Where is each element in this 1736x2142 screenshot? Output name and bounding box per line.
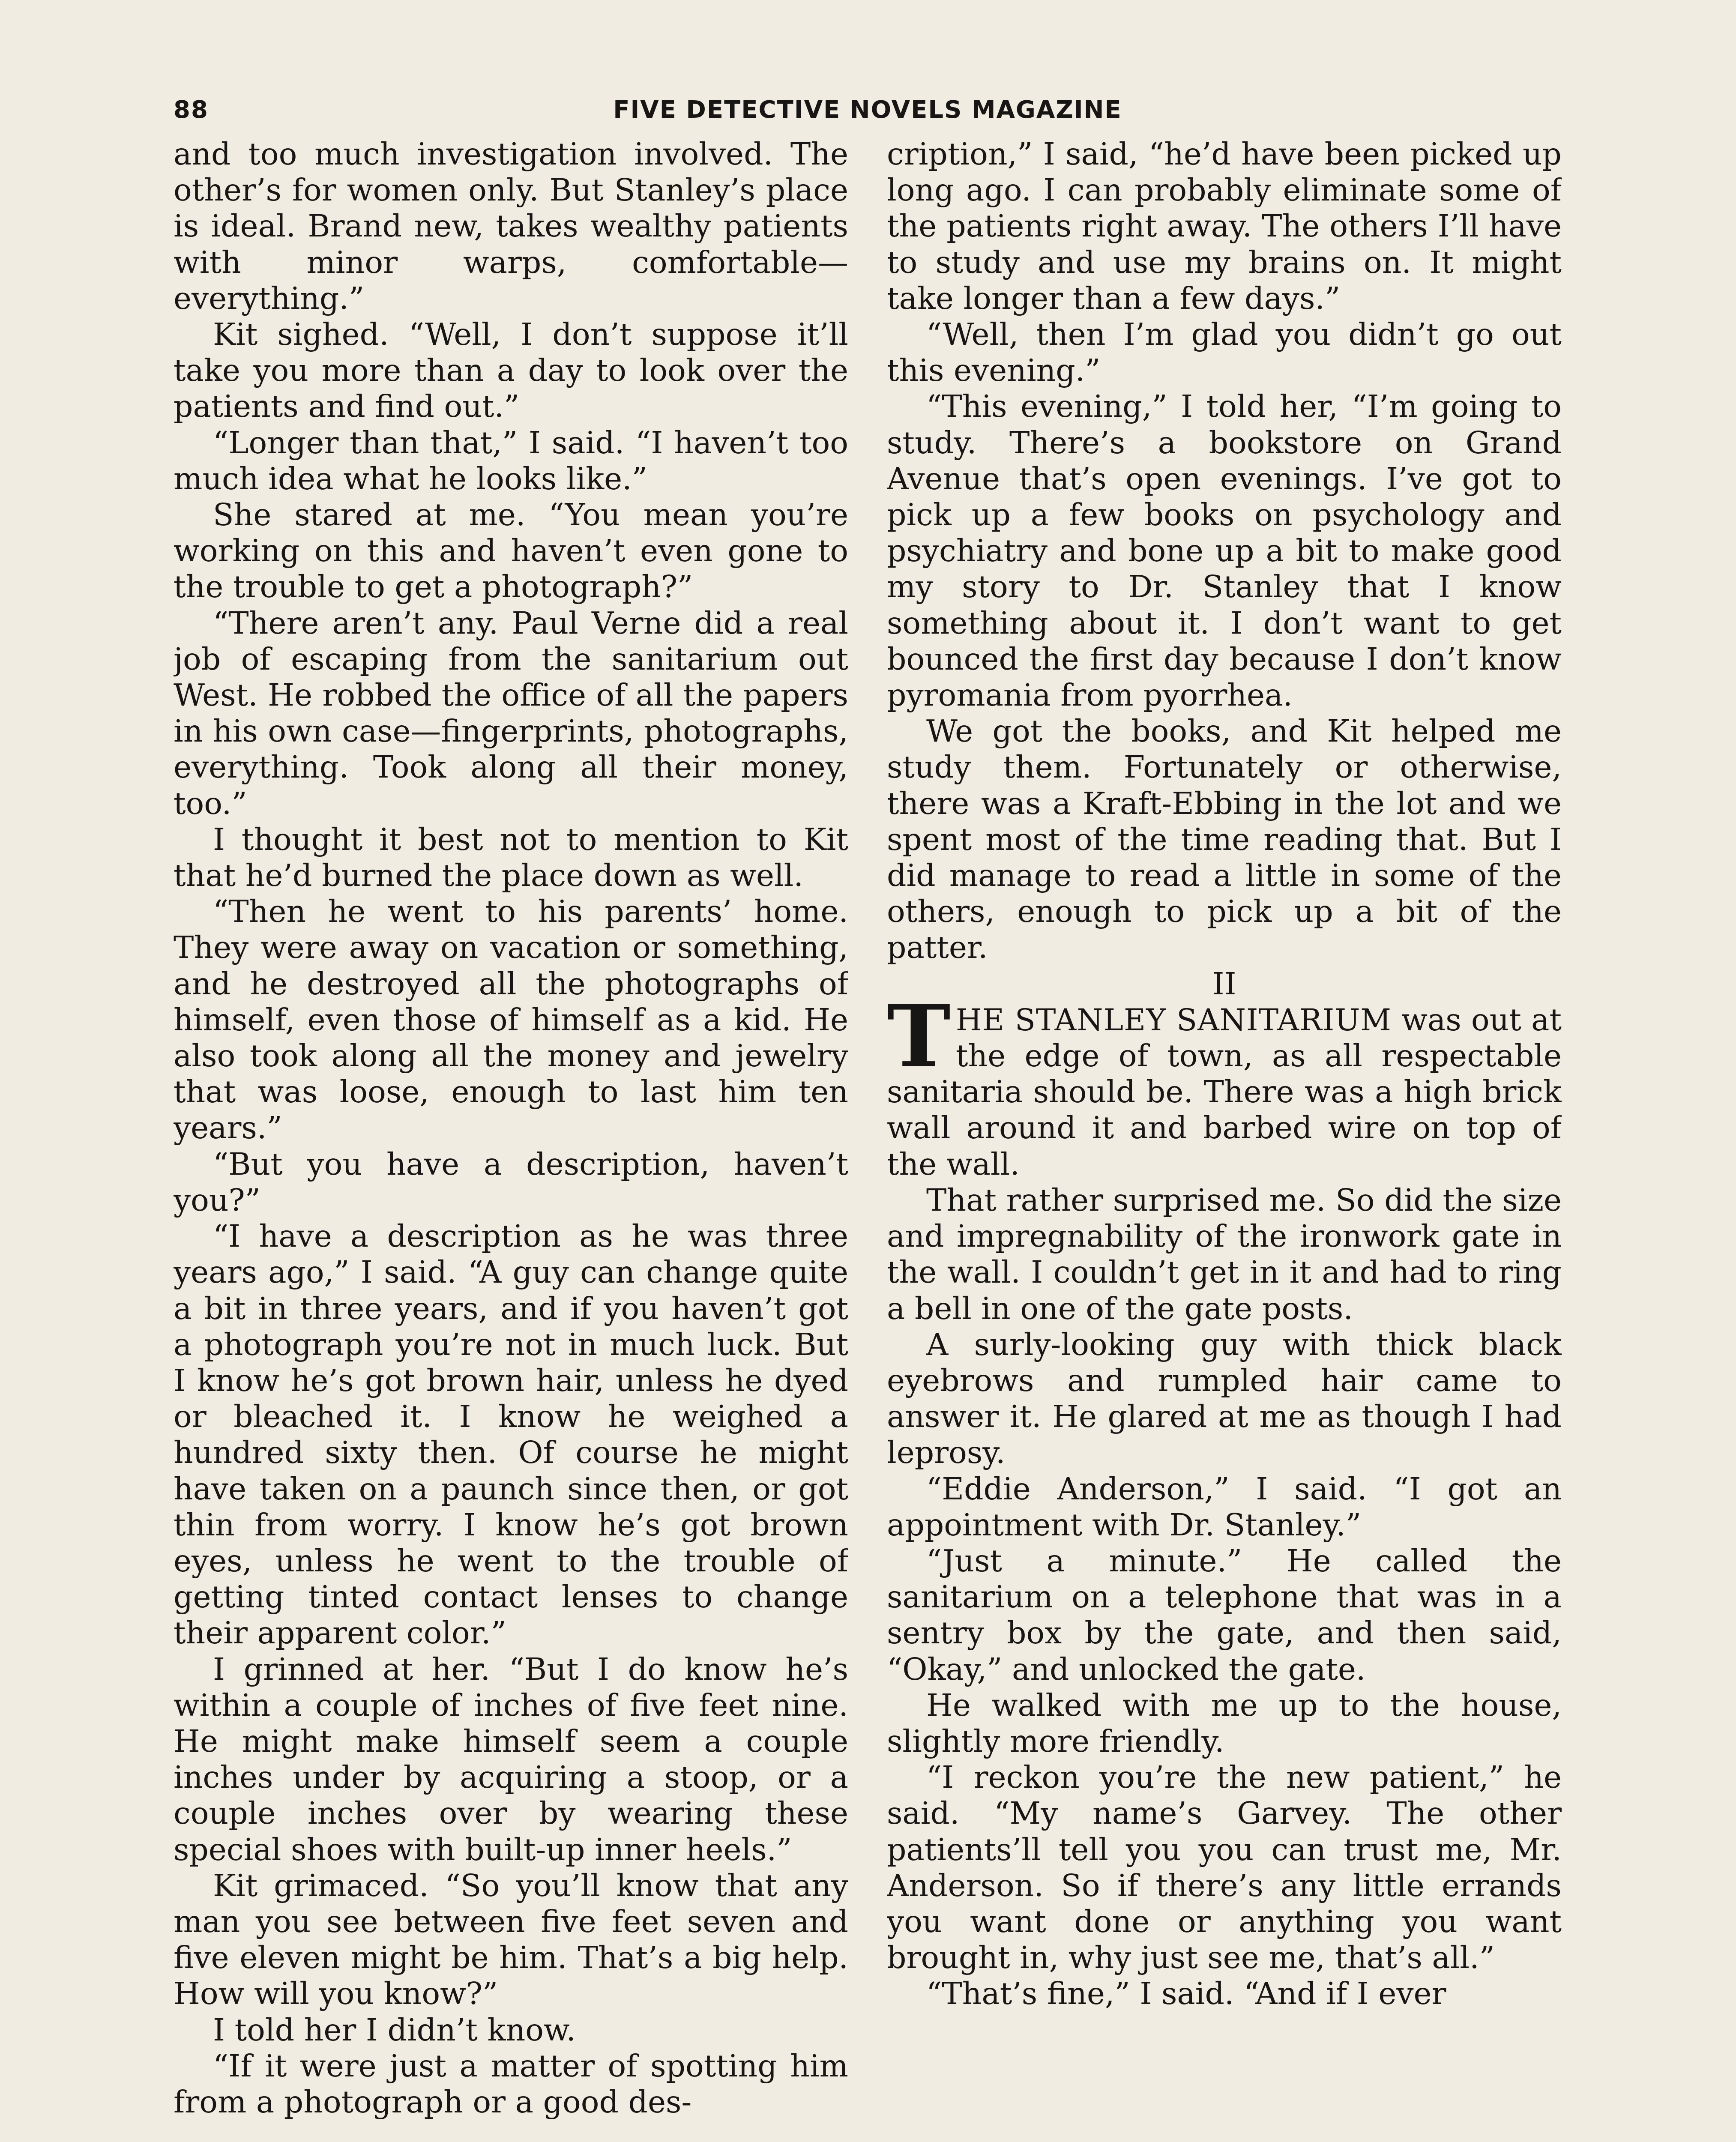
running-title: FIVE DETECTIVE NOVELS MAGAZINE — [613, 96, 1122, 124]
paragraph: “That’s fine,” I said. “And if I ever — [926, 1976, 1446, 2012]
paragraph: He walked with me up to the house, slightly more friendly. — [887, 1687, 1562, 1759]
drop-cap: T — [887, 986, 951, 1087]
paragraph: “If it were just a matter of spotting him from a photograph or a good des- — [174, 2048, 848, 2120]
left-column — [174, 136, 848, 2142]
page-header — [174, 89, 1562, 132]
paragraph: We got the books, and Kit helped me study them. Fortunately or otherwise, there was a Kraft-Ebbing in the lot and we spent most of the time reading that. But I did manage to read a little in some of the others, enough to pick up a bit of the patter. — [887, 713, 1562, 966]
section-opening-paragraph — [887, 986, 1562, 1182]
paragraph: “Then he went to his parents’ home. They were away on vacation or something, and he destroyed all the photographs of himself, even those of himself as a kid. He also took along all the money and jewelry that was loose, enough to last him ten years.” — [174, 894, 848, 1146]
paragraph: I grinned at her. “But I do know he’s within a couple of inches of five feet nine. He might make himself seem a couple inches under by acquiring a stoop, or a couple inches over by wearing these special shoes with built-up inner heels.” — [174, 1651, 848, 1867]
section-lead-text: HE STANLEY SANITARIUM — [955, 1002, 1392, 1038]
paragraph: A surly-looking guy with thick black eyebrows and rumpled hair came to answer it. He glared at me as though I had leprosy. — [887, 1326, 1562, 1471]
paragraph: Kit grimaced. “So you’ll know that any man you see between five feet seven and five eleven might be him. That’s a big help. How will you know?” — [174, 1867, 848, 2012]
paragraph: I thought it best not to mention to Kit that he’d burned the place down as well. — [174, 821, 848, 894]
paragraph: She stared at me. “You mean you’re working on this and haven’t even gone to the trouble to get a photograph?” — [174, 497, 848, 605]
paragraph: I told her I didn’t know. — [213, 2012, 576, 2048]
paragraph: “This evening,” I told her, “I’m going to study. There’s a bookstore on Grand Avenue that’s open evenings. I’ve got to pick up a few books on psychology and psychiatry and bone up a bit to make good my story to Dr. Stanley that I know something about it. I don’t want to get bounced the first day because I don’t know pyromania from pyorrhea. — [887, 389, 1562, 713]
paragraph: cription,” I said, “he’d have been picked up long ago. I can probably eliminate some of the patients right away. The others I’ll have to study and use my brains on. It might take longer than a few days.” — [887, 136, 1562, 316]
paragraph: “I reckon you’re the new patient,” he said. “My name’s Garvey. The other patients’ll tell you you can trust me, Mr. Anderson. So if there’s any little errands you want done or anything you want brought in, why just see me, that’s all.” — [887, 1759, 1562, 1976]
paragraph: That rather surprised me. So did the size and impregnability of the ironwork gate in the wall. I couldn’t get in it and had to ring a bell in one of the gate posts. — [887, 1182, 1562, 1326]
right-column — [887, 136, 1562, 2142]
paragraph: “I have a description as he was three years ago,” I said. “A guy can change quite a bit in three years, and if you haven’t got a photograph you’re not in much luck. But I know he’s got brown hair, unless he dyed or bleached it. I know he weighed a hundred sixty then. Of course he might have taken on a paunch since then, or got thin from worry. I know he’s got brown eyes, unless he went to the trouble of getting tinted contact lenses to change their apparent color.” — [174, 1218, 848, 1651]
paragraph: “Eddie Anderson,” I said. “I got an appointment with Dr. Stanley.” — [887, 1471, 1562, 1543]
section-opening-text: was out at the edge of town, as all respectable sanitaria should be. There was a high brick wall around it and barbed wire on top of the wall. — [887, 1002, 1562, 1182]
paragraph: “Just a minute.” He called the sanitarium on a telephone that was in a sentry box by the gate, and then said, “Okay,” and unlocked the gate. — [887, 1543, 1562, 1687]
paragraph: “Longer than that,” I said. “I haven’t too much idea what he looks like.” — [174, 425, 848, 497]
paragraph: “There aren’t any. Paul Verne did a real job of escaping from the sanitarium out West. He robbed the office of all the papers in his own case—fingerprints, photographs, everything. Took along all their money, too.” — [174, 605, 848, 821]
paragraph: “Well, then I’m glad you didn’t go out this evening.” — [887, 317, 1562, 389]
page-number: 88 — [174, 96, 209, 124]
section-number: II — [1212, 966, 1236, 1002]
right-column-top — [887, 136, 1562, 966]
right-column-bottom — [887, 1182, 1562, 2012]
paragraph: “But you have a description, haven’t you?” — [174, 1146, 848, 1218]
paragraph: Kit sighed. “Well, I don’t suppose it’ll take you more than a day to look over the patients and find out.” — [174, 317, 848, 425]
paragraph: and too much investigation involved. The other’s for women only. But Stanley’s place is ideal. Brand new, takes wealthy patients with minor warps, comfortable—everything.” — [174, 136, 848, 316]
